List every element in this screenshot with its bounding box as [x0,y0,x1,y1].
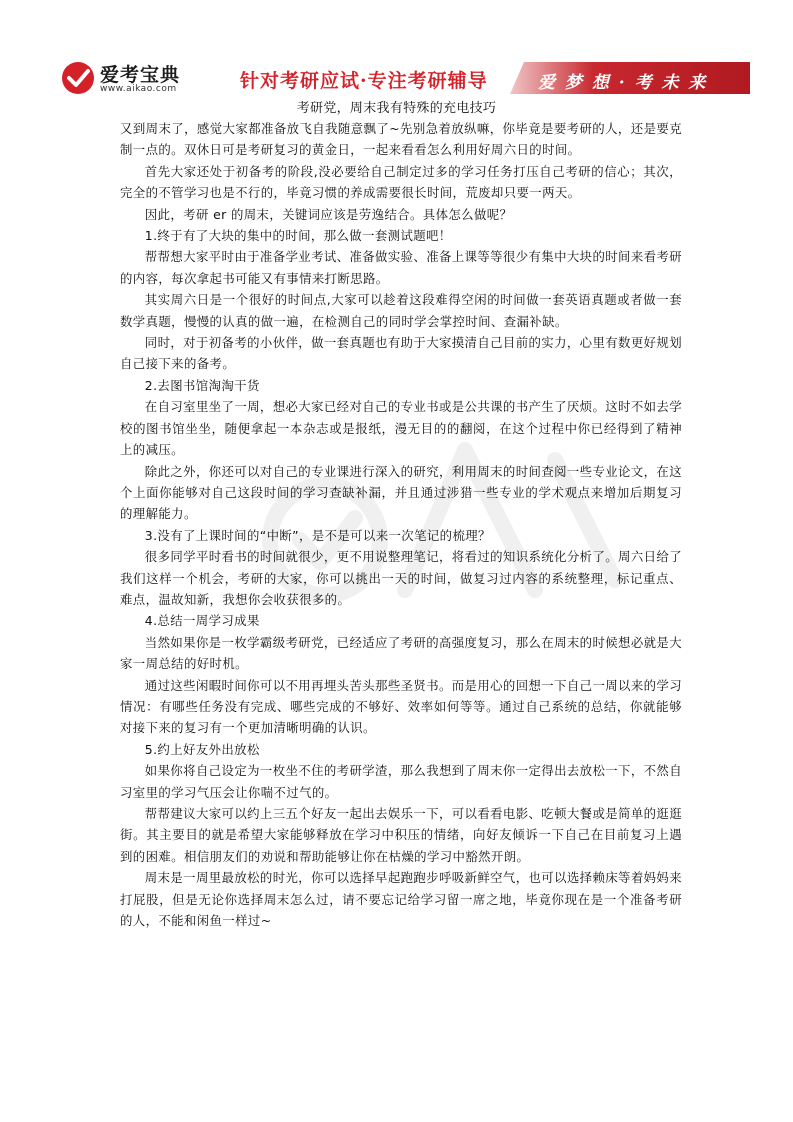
header-motto: 爱 梦 想 · 考 未 来 [538,73,708,93]
paragraph: 同时，对于初备考的小伙伴，做一套真题也有助于大家摸清自己目前的实力，心里有数更好规划自己接下来的备考。 [120,335,683,372]
paragraph: 1.终于有了大块的集中的时间，那么做一套测试题吧！ [144,228,452,244]
paragraph: 周末是一周里最放松的时光，你可以选择早起跑跑步呼吸新鲜空气，也可以选择赖床等着妈妈来打屁股，但是无论你选择周末怎么过，请不要忘记给学习留一席之地，毕竟你现在是一个准备考研的人，不能和闲鱼一样过~ [120,870,683,929]
paragraph: 除此之外，你还可以对自己的专业课进行深入的研究，利用周末的时间查阅一些专业论文，在这个上面你能够对自己这段时间的学习查缺补漏，并且通过涉猎一些专业的学术观点来增加后期复习的理解能力。 [120,463,683,522]
paragraph: 如果你将自己设定为一枚坐不住的考研学渣，那么我想到了周末你一定得出去放松一下，不然自习室里的学习气压会让你喘不过气的。 [120,763,683,800]
document-title: 考研党，周末我有特殊的充电技巧 [296,101,497,116]
paragraph: 其实周六日是一个很好的时间点,大家可以趁着这段难得空闲的时间做一套英语真题或者做一套数学真题，慢慢的认真的做一遍，在检测自己的同时学会掌控时间、查漏补缺。 [120,292,682,329]
paragraph: 首先大家还处于初备考的阶段,没必要给自己制定过多的学习任务打压自己考研的信心；其次，完全的不管学习也是不行的，毕竟习惯的养成需要很长时间，荒废却只要一两天。 [120,163,682,201]
paragraph: 帮帮想大家平时由于准备学业考试、准备做实验、准备上课等等很少有集中大块的时间来看考研的内容，每次拿起书可能又有事情来打断思路。 [120,249,683,286]
paragraph: 帮帮建议大家可以约上三五个好友一起出去娱乐一下，可以看看电影、吃顿大餐或是简单的逛逛街。其主要目的就是希望大家能够释放在学习中积压的情绪，向好友倾诉一下自己在目前复习上遇到的困难。相信朋友们的劝说和帮助能够让你在枯燥的学习中豁然开朗。 [120,806,683,864]
check-badge-icon [60,60,96,96]
paragraph: 因此，考研 er 的周末，关键词应该是劳逸结合。具体怎么做呢？ [144,206,513,222]
paragraph: 2.去图书馆淘淘干货 [144,377,260,393]
paragraph: 5.约上好友外出放松 [144,741,260,757]
paragraph: 很多同学平时看书的时间就很少，更不用说整理笔记，将看过的知识系统化分析了。周六日给了我们这样一个机会，考研的大家，你可以挑出一天的时间，做复习过内容的系统整理，标记重点、难点，温故知新，我想你会收获很多的。 [120,549,683,607]
paragraph: 又到周末了，感觉大家都准备放飞自我随意飘了~先别急着放纵嘛，你毕竟是要考研的人，还是要克制一点的。双休日可是考研复习的黄金日，一起来看看怎么利用好周六日的时间。 [120,121,682,158]
paragraph: 在自习室里坐了一周，想必大家已经对自己的专业书或是公共课的书产生了厌烦。这时不如去学校的图书馆坐坐，随便拿起一本杂志或是报纸，漫无目的的翻阅，在这个过程中你已经得到了精神上的减压。 [120,399,683,458]
logo-url: www.aikao.com [100,84,177,94]
header-slogan: 针对考研应试·专注考研辅导 [240,70,488,92]
page-header [60,58,750,100]
article-body [120,118,682,931]
paragraph: 3.没有了上课时间的“中断”，是不是可以来一次笔记的梳理？ [144,527,491,543]
logo-chinese-name: 爱考宝典 [100,64,181,86]
paragraph: 当然如果你是一枚学霸级考研党，已经适应了考研的高强度复习，那么在周末的时候想必就是大家一周总结的好时机。 [120,634,683,672]
paragraph: 4.总结一周学习成果 [144,613,260,629]
paragraph: 通过这些闲暇时间你可以不用再埋头苦头那些圣贤书。而是用心的回想一下自己一周以来的学习情况：有哪些任务没有完成、哪些完成的不够好、效率如何等等。通过自己系统的总结，你就能够对接下来的复习有一个更加清晰明确的认识。 [120,677,683,736]
aikao-logo [60,60,200,98]
